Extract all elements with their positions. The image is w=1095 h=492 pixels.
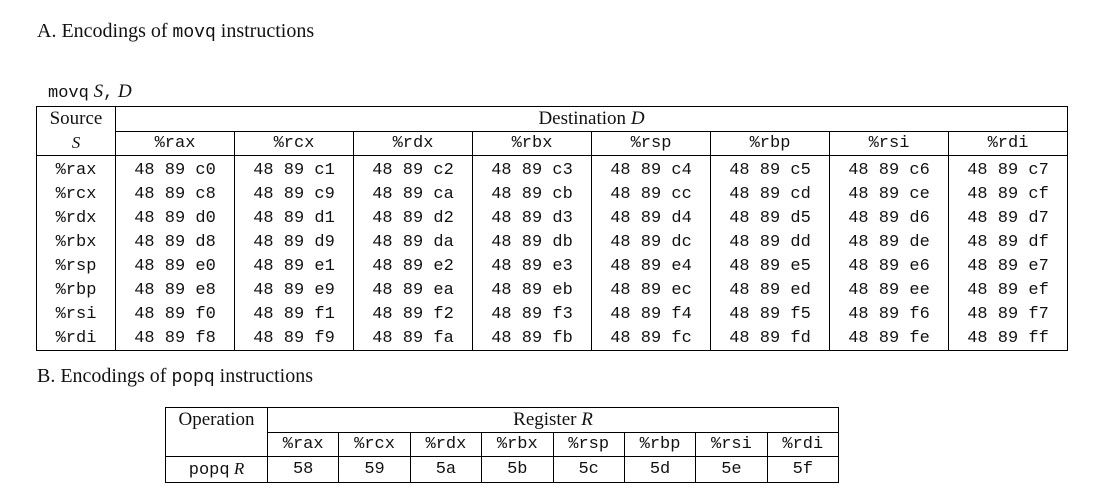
table-row <box>37 182 1068 206</box>
encoding-value: 48 89 c4 <box>610 160 692 180</box>
source-label: Source <box>49 108 103 130</box>
encoding-cell <box>354 326 473 351</box>
encoding-value: 48 89 d6 <box>848 208 930 228</box>
row-register: %rsp <box>37 254 116 278</box>
encoding-value: 48 89 f5 <box>729 304 811 324</box>
encoding-cell <box>473 302 592 326</box>
column-header: %rsi <box>696 433 767 457</box>
encoding-value: 48 89 ed <box>729 280 811 300</box>
operation-blank-cell <box>166 433 268 457</box>
column-header: %rbx <box>482 433 553 457</box>
encoding-cell <box>949 156 1068 183</box>
encoding-value: 48 89 e3 <box>491 256 573 276</box>
encoding-value: 48 89 f1 <box>253 304 335 324</box>
popq-op: popq <box>188 461 230 480</box>
encoding-value: 48 89 ec <box>610 280 692 300</box>
destination-header <box>116 107 1068 132</box>
encoding-cell <box>830 230 949 254</box>
encoding-value: 48 89 f2 <box>372 304 454 324</box>
encoding-cell <box>473 326 592 351</box>
encoding-cell <box>473 182 592 206</box>
column-header: %rbp <box>711 132 830 156</box>
encoding-value: 48 89 cb <box>491 184 573 204</box>
encoding-cell <box>116 206 235 230</box>
encoding-value: 48 89 f4 <box>610 304 692 324</box>
table-row <box>37 302 1068 326</box>
encoding-cell <box>711 302 830 326</box>
encoding-cell: 5d <box>624 457 695 483</box>
encoding-value: 48 89 cf <box>967 184 1049 204</box>
row-register: %rbp <box>37 278 116 302</box>
encoding-cell <box>235 182 354 206</box>
encoding-cell: 5c <box>553 457 624 483</box>
encoding-value: 48 89 e5 <box>729 256 811 276</box>
encoding-cell <box>116 254 235 278</box>
encoding-value: 48 89 e7 <box>967 256 1049 276</box>
encoding-value: 48 89 fa <box>372 328 454 348</box>
encoding-value: 48 89 fd <box>729 328 811 348</box>
encoding-cell <box>592 182 711 206</box>
encoding-cell <box>116 230 235 254</box>
encoding-cell: 5f <box>767 457 838 483</box>
encoding-value: 48 89 d8 <box>134 232 216 252</box>
encoding-cell <box>354 156 473 183</box>
encoding-cell <box>354 182 473 206</box>
encoding-value: 48 89 e1 <box>253 256 335 276</box>
encoding-cell <box>116 278 235 302</box>
encoding-cell <box>354 230 473 254</box>
table-row <box>37 230 1068 254</box>
popq-op-var: R <box>233 459 245 478</box>
operation-header <box>166 408 268 433</box>
encoding-value: 48 89 f8 <box>134 328 216 348</box>
encoding-cell <box>711 182 830 206</box>
row-register: %rbx <box>37 230 116 254</box>
encoding-cell <box>949 278 1068 302</box>
row-register: %rdi <box>37 326 116 351</box>
encoding-value: 48 89 d4 <box>610 208 692 228</box>
register-header <box>268 408 839 433</box>
encoding-value: 48 89 d7 <box>967 208 1049 228</box>
encoding-value: 48 89 ce <box>848 184 930 204</box>
encoding-cell <box>830 302 949 326</box>
section-b-code: popq <box>171 368 215 388</box>
popq-op-cell <box>166 457 268 483</box>
column-header: %rbp <box>624 433 695 457</box>
encoding-value: 48 89 c8 <box>134 184 216 204</box>
encoding-value: 48 89 f6 <box>848 304 930 324</box>
encoding-value: 48 89 c5 <box>729 160 811 180</box>
movq-encoding-table <box>36 106 1068 351</box>
encoding-value: 48 89 d3 <box>491 208 573 228</box>
encoding-value: 48 89 c6 <box>848 160 930 180</box>
encoding-cell <box>830 156 949 183</box>
encoding-cell <box>592 206 711 230</box>
column-header: %rcx <box>339 433 410 457</box>
encoding-cell <box>830 326 949 351</box>
encoding-cell <box>711 156 830 183</box>
encoding-value: 48 89 f7 <box>967 304 1049 324</box>
encoding-value: 48 89 db <box>491 232 573 252</box>
encoding-cell <box>592 254 711 278</box>
encoding-value: 48 89 f0 <box>134 304 216 324</box>
encoding-value: 48 89 d5 <box>729 208 811 228</box>
row-register: %rcx <box>37 182 116 206</box>
section-b-heading <box>37 364 313 390</box>
formula-op: movq <box>48 84 89 103</box>
table-row <box>37 254 1068 278</box>
encoding-cell <box>592 278 711 302</box>
encoding-value: 48 89 fc <box>610 328 692 348</box>
destination-label: Destination <box>538 108 627 129</box>
encoding-cell: 59 <box>339 457 410 483</box>
table-row <box>37 206 1068 230</box>
encoding-value: 48 89 ef <box>967 280 1049 300</box>
encoding-value: 48 89 ea <box>372 280 454 300</box>
encoding-cell <box>949 326 1068 351</box>
encoding-cell <box>354 254 473 278</box>
encoding-value: 48 89 e6 <box>848 256 930 276</box>
column-header: %rax <box>268 433 339 457</box>
encoding-cell <box>235 302 354 326</box>
column-header: %rdi <box>767 433 838 457</box>
encoding-cell <box>235 230 354 254</box>
encoding-cell <box>949 206 1068 230</box>
encoding-value: 48 89 c3 <box>491 160 573 180</box>
encoding-cell <box>711 326 830 351</box>
encoding-cell <box>592 156 711 183</box>
encoding-cell: 58 <box>268 457 339 483</box>
encoding-cell: 5b <box>482 457 553 483</box>
encoding-cell <box>473 230 592 254</box>
column-header: %rsp <box>553 433 624 457</box>
register-var: R <box>581 409 593 430</box>
encoding-cell <box>473 156 592 183</box>
encoding-cell <box>830 206 949 230</box>
encoding-value: 48 89 cd <box>729 184 811 204</box>
encoding-cell <box>711 230 830 254</box>
encoding-cell <box>949 254 1068 278</box>
encoding-cell: 5a <box>410 457 481 483</box>
section-b-suffix: instructions <box>219 365 313 387</box>
table-row <box>37 326 1068 351</box>
encoding-value: 48 89 e4 <box>610 256 692 276</box>
encoding-value: 48 89 e2 <box>372 256 454 276</box>
encoding-value: 48 89 c2 <box>372 160 454 180</box>
encoding-cell <box>116 156 235 183</box>
encoding-value: 48 89 eb <box>491 280 573 300</box>
encoding-value: 48 89 c9 <box>253 184 335 204</box>
encoding-cell <box>949 182 1068 206</box>
encoding-cell <box>354 302 473 326</box>
encoding-value: 48 89 e0 <box>134 256 216 276</box>
encoding-cell <box>830 278 949 302</box>
encoding-value: 48 89 d1 <box>253 208 335 228</box>
encoding-value: 48 89 ca <box>372 184 454 204</box>
encoding-value: 48 89 ee <box>848 280 930 300</box>
encoding-cell <box>592 326 711 351</box>
column-header: %rdx <box>410 433 481 457</box>
encoding-cell <box>830 182 949 206</box>
encoding-value: 48 89 dd <box>729 232 811 252</box>
encoding-value: 48 89 d0 <box>134 208 216 228</box>
operation-label: Operation <box>178 409 255 431</box>
section-a-label: A. Encodings of <box>37 20 168 42</box>
row-register: %rax <box>37 156 116 183</box>
source-var: S <box>37 132 116 156</box>
destination-var: D <box>630 108 645 129</box>
encoding-cell <box>949 230 1068 254</box>
column-header: %rcx <box>235 132 354 156</box>
encoding-cell <box>116 326 235 351</box>
encoding-cell <box>592 302 711 326</box>
encoding-cell <box>473 206 592 230</box>
encoding-value: 48 89 c1 <box>253 160 335 180</box>
encoding-cell <box>711 254 830 278</box>
encoding-value: 48 89 fe <box>848 328 930 348</box>
encoding-value: 48 89 f9 <box>253 328 335 348</box>
encoding-cell <box>473 278 592 302</box>
encoding-cell <box>235 156 354 183</box>
encoding-value: 48 89 fb <box>491 328 573 348</box>
section-a-heading <box>37 19 314 45</box>
encoding-cell <box>354 206 473 230</box>
encoding-cell <box>592 230 711 254</box>
table-row <box>166 457 839 483</box>
encoding-value: 48 89 df <box>967 232 1049 252</box>
row-register: %rsi <box>37 302 116 326</box>
encoding-cell <box>235 326 354 351</box>
formula-comma: , <box>103 84 114 103</box>
encoding-value: 48 89 c7 <box>967 160 1049 180</box>
encoding-cell <box>116 302 235 326</box>
encoding-cell <box>949 302 1068 326</box>
encoding-value: 48 89 e8 <box>134 280 216 300</box>
encoding-cell <box>711 278 830 302</box>
formula-src: S <box>93 81 104 102</box>
column-header: %rsi <box>830 132 949 156</box>
table-row <box>37 278 1068 302</box>
encoding-value: 48 89 cc <box>610 184 692 204</box>
column-header: %rdx <box>354 132 473 156</box>
encoding-value: 48 89 d2 <box>372 208 454 228</box>
encoding-cell <box>235 278 354 302</box>
encoding-cell: 5e <box>696 457 767 483</box>
formula-dst: D <box>118 81 132 102</box>
encoding-cell <box>830 254 949 278</box>
column-header: %rbx <box>473 132 592 156</box>
column-header: %rdi <box>949 132 1068 156</box>
section-b-label: B. Encodings of <box>37 365 167 387</box>
column-header: %rax <box>116 132 235 156</box>
encoding-cell <box>354 278 473 302</box>
encoding-value: 48 89 c0 <box>134 160 216 180</box>
section-a-suffix: instructions <box>220 20 315 42</box>
encoding-cell <box>711 206 830 230</box>
encoding-value: 48 89 de <box>848 232 930 252</box>
encoding-value: 48 89 e9 <box>253 280 335 300</box>
encoding-cell <box>235 206 354 230</box>
register-label: Register <box>513 409 577 430</box>
table-row <box>37 156 1068 183</box>
instruction-formula <box>48 81 132 105</box>
encoding-value: 48 89 da <box>372 232 454 252</box>
encoding-cell <box>235 254 354 278</box>
encoding-cell <box>116 182 235 206</box>
encoding-value: 48 89 f3 <box>491 304 573 324</box>
source-header <box>37 107 116 132</box>
popq-encoding-table <box>165 407 839 483</box>
section-a-code: movq <box>172 23 216 43</box>
encoding-cell <box>473 254 592 278</box>
encoding-value: 48 89 ff <box>967 328 1049 348</box>
column-header: %rsp <box>592 132 711 156</box>
row-register: %rdx <box>37 206 116 230</box>
encoding-value: 48 89 d9 <box>253 232 335 252</box>
encoding-value: 48 89 dc <box>610 232 692 252</box>
